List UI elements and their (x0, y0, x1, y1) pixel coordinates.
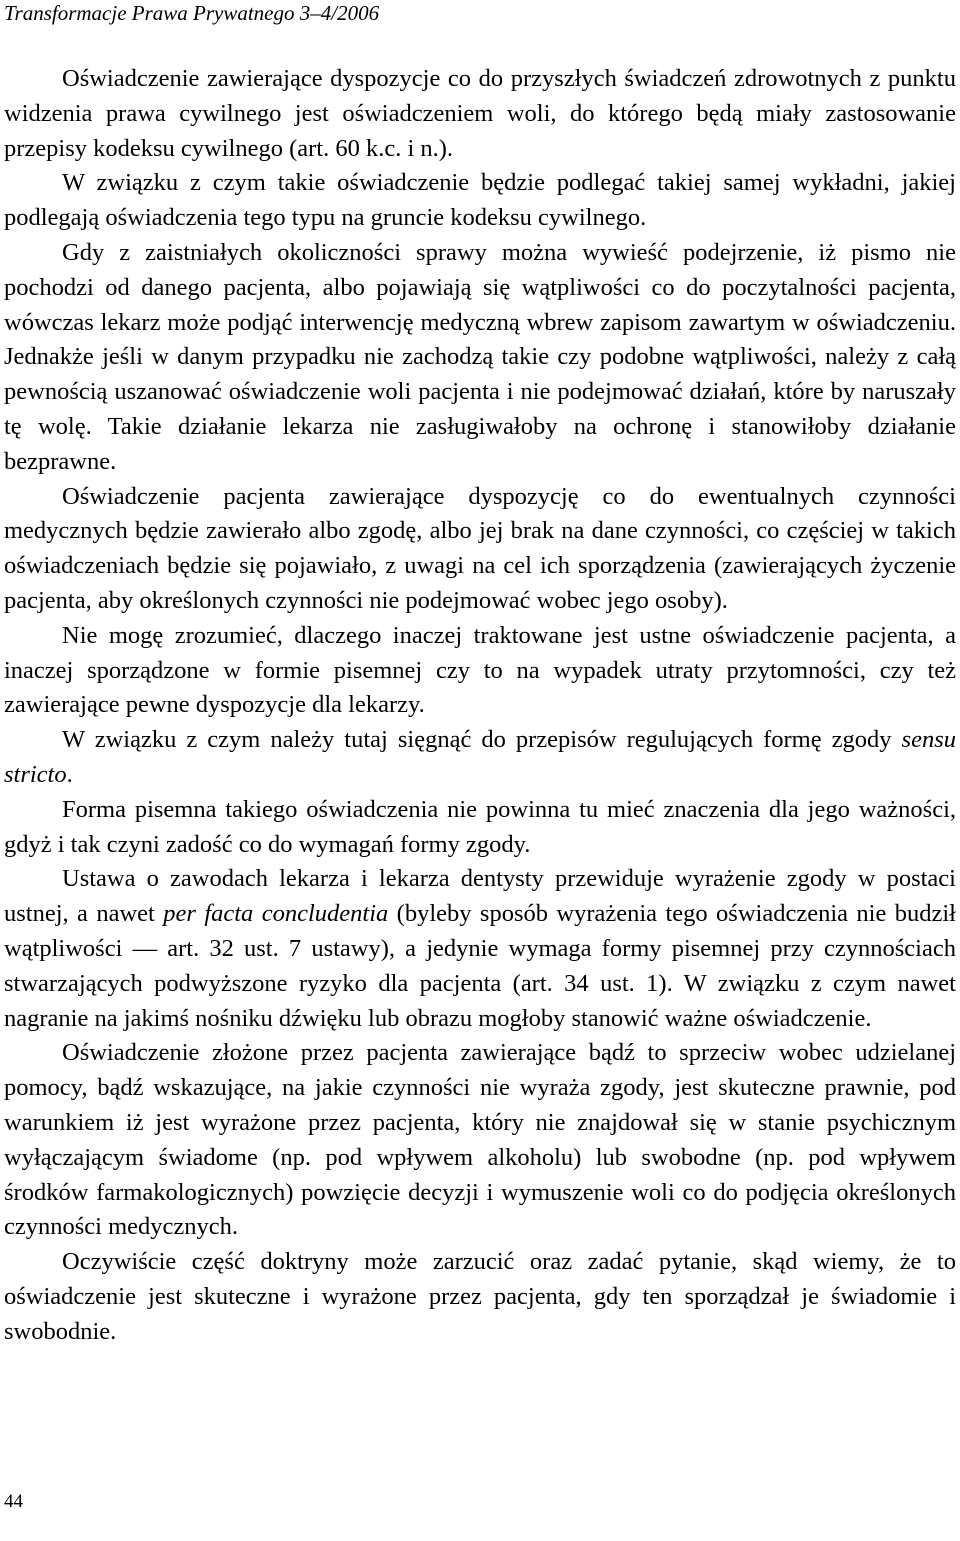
body-text (4, 62, 956, 1349)
paragraph: W związku z czym takie oświadczenie będzie podlegać takiej samej wykładni, jakiej podlegają oświadczenia tego typu na gruncie kodeksu cywilnego. (4, 169, 956, 232)
running-header: Transformacje Prawa Prywatnego 3–4/2006 (4, 1, 380, 25)
paragraph: Nie mogę zrozumieć, dlaczego inaczej traktowane jest ustne oświadczenie pacjenta, a inaczej sporządzone w formie pisemnej czy to na wypadek utraty przytomności, czy też zawierające pewne dyspozycje dla lekarzy. (4, 621, 956, 719)
italic-term: per facta concludentia (163, 900, 389, 928)
paragraph: Ustawa o zawodach lekarza i lekarza dentysty przewiduje wyrażenie zgody w postaci ustnej, a nawet per facta concludentia (byleby sposób wyrażenia tego oświadczenia nie budził wątpliwości — art. 32 ust. 7 ustawy), a jedynie wymaga formy pisemnej przy czynnościach stwarzających podwyższone ryzyko dla pacjenta (art. 34 ust. 1). W związku z czym nawet nagranie na jakimś nośniku dźwięku lub obrazu mogłoby stanowić ważne oświadczenie. (4, 865, 956, 1032)
paragraph: Oświadczenie zawierające dyspozycje co do przyszłych świadczeń zdrowotnych z punktu widzenia prawa cywilnego jest oświadczeniem woli, do którego będą miały zastosowanie przepisy kodeksu cywilnego (art. 60 k.c. i n.). (4, 65, 956, 162)
paragraph: Oczywiście część doktryny może zarzucić oraz zadać pytanie, skąd wiemy, że to oświadczenie jest skuteczne i wyrażone przez pacjenta, gdy ten sporządzał je świadomie i swobodnie. (4, 1248, 956, 1345)
paragraph: Oświadczenie złożone przez pacjenta zawierające bądź to sprzeciw wobec udzielanej pomocy, bądź wskazujące, na jakie czynności nie wyraża zgody, jest skuteczne prawnie, pod warunkiem iż jest wyrażone przez pacjenta, który nie znajdował się w stanie psychicznym wyłączającym świadome (np. pod wpływem alkoholu) lub swobodne (np. pod wpływem środków farmakologicznych) powzięcie decyzji i wymuszenie woli co do podjęcia określonych czynności medycznych. (4, 1039, 956, 1241)
italic-term: sensu stricto (4, 726, 956, 788)
paragraph: Oświadczenie pacjenta zawierające dyspozycję co do ewentualnych czynności medycznych będzie zawierało albo zgodę, albo jej brak na dane czynności, co częściej w takich oświadczeniach będzie się pojawiało, z uwagi na cel ich sporządzenia (zawierających życzenie pacjenta, aby określonych czynności nie podejmować wobec jego osoby). (4, 482, 956, 614)
page-number: 44 (4, 1491, 23, 1512)
paragraph: W związku z czym należy tutaj sięgnąć do przepisów regulujących formę zgody sensu stricto. (4, 726, 956, 788)
paragraph: Gdy z zaistniałych okoliczności sprawy można wywieść podejrzenie, iż pismo nie pochodzi od danego pacjenta, albo pojawiają się wątpliwości co do poczytalności pacjenta, wówczas lekarz może podjąć interwencję medyczną wbrew zapisom zawartym w oświadczeniu. Jednakże jeśli w danym przypadku nie zachodzą takie czy podobne wątpliwości, należy z całą pewnością uszanować oświadczenie woli pacjenta i nie podejmować działań, które by naruszały tę wolę. Takie działanie lekarza nie zasługiwałoby na ochronę i stanowiłoby działanie bezprawne. (4, 238, 956, 475)
paragraph: Forma pisemna takiego oświadczenia nie powinna tu mieć znaczenia dla jego ważności, gdyż i tak czyni zadość co do wymagań formy zgody. (4, 795, 956, 858)
